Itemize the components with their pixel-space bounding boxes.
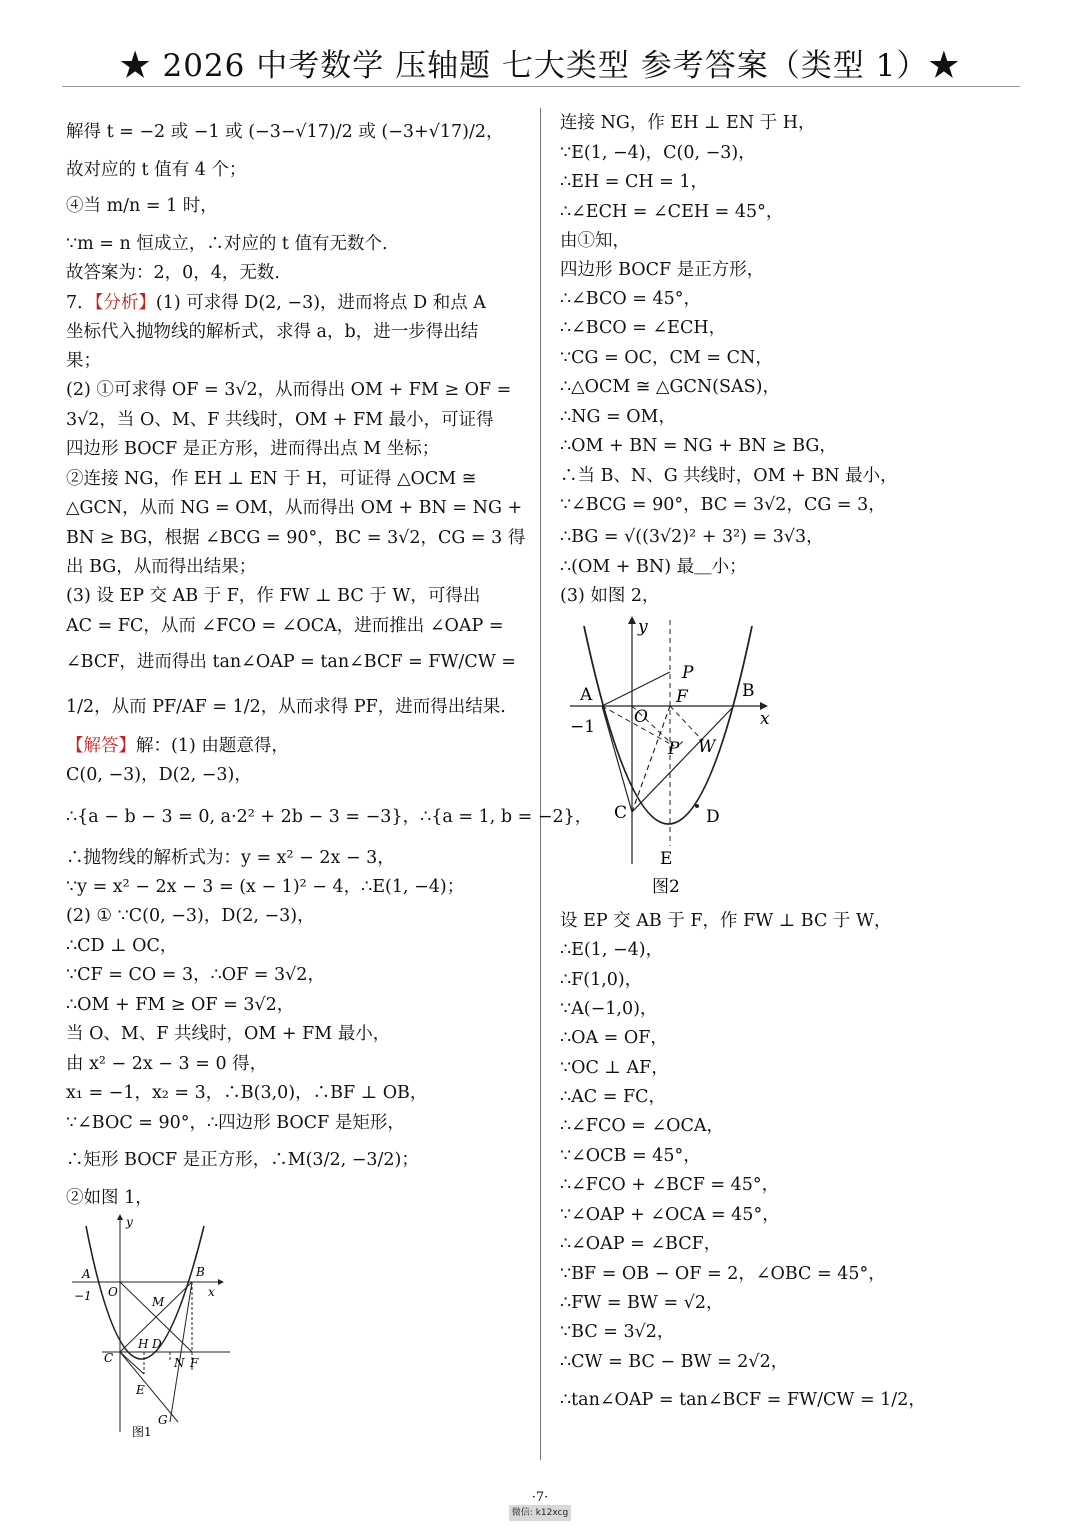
text-line: (1) 可求得 D(2, −3)，进而将点 D 和点 A <box>155 293 486 313</box>
text-line: ∴∠BCO = ∠ECH， <box>560 318 727 338</box>
text-line: 1/2，从而 PF/AF = 1/2，从而求得 PF，进而得出结果. <box>66 697 506 717</box>
text-line: (3) 如图 2， <box>560 586 660 606</box>
page-number: ·7· <box>531 1490 549 1505</box>
text-line: AC = FC，从而 ∠FCO = ∠OCA，进而推出 ∠OAP = <box>66 616 504 636</box>
page-title: ★ 2026 中考数学 压轴题 七大类型 参考答案（类型 1）★ <box>119 48 961 84</box>
fig1-label-E: E <box>136 1383 145 1397</box>
fig1-label-N: N <box>174 1356 185 1370</box>
fig2-label-F: F <box>676 687 688 707</box>
text-line: ∴∠BCO = 45°， <box>560 289 702 309</box>
text-line: △GCN，从而 NG = OM，从而得出 OM + BN = NG + <box>66 498 523 518</box>
fig2-label-B: B <box>742 681 755 701</box>
fig1-caption: 图1 <box>132 1425 152 1439</box>
text-line: ∵E(1, −4)，C(0, −3)， <box>560 143 756 163</box>
text-line: ∵CG = OC，CM = CN， <box>560 348 773 368</box>
watermark: 微信: k12xcg <box>509 1505 571 1521</box>
text-line: ∵∠OCB = 45°， <box>560 1146 701 1166</box>
text-line: ∴EH = CH = 1， <box>560 172 709 192</box>
text-line: 当 O、M、F 共线时，OM + FM 最小， <box>66 1024 391 1044</box>
text-line: ∴F(1,0)， <box>560 970 643 990</box>
analysis-tag: 【分析】 <box>94 293 156 313</box>
text-line: ∴CW = BC − BW = 2√2， <box>560 1352 789 1372</box>
text-line: 由①知， <box>560 231 630 251</box>
fig1-label-C: C <box>104 1351 114 1365</box>
text-line: ∵∠OAP + ∠OCA = 45°， <box>560 1205 780 1225</box>
text-line: ∴E(1, −4)， <box>560 940 664 960</box>
fig1-label-B: B <box>196 1265 205 1279</box>
text-line: ∴AC = FC， <box>560 1087 666 1107</box>
text-line: ∴∠FCO + ∠BCF = 45°， <box>560 1175 780 1195</box>
text-line: x₁ = −1，x₂ = 3，∴B(3,0)，∴BF ⊥ OB， <box>66 1083 428 1103</box>
fig1-label-neg1: −1 <box>74 1289 92 1303</box>
text-line: 四边形 BOCF 是正方形， <box>560 260 765 280</box>
text-line: ∵BF = OB − OF = 2，∠OBC = 45°， <box>560 1264 886 1284</box>
text-line: ∴tan∠OAP = tan∠BCF = FW/CW = 1/2， <box>560 1390 926 1410</box>
text-line: ∵OC ⊥ AF， <box>560 1058 669 1078</box>
text-line: ∵y = x² − 2x − 3 = (x − 1)² − 4，∴E(1, −4)； <box>66 877 465 897</box>
text-line: ②连接 NG，作 EH ⊥ EN 于 H，可证得 △OCM ≅ <box>66 469 477 489</box>
fig1-label-G: G <box>158 1413 168 1427</box>
figure-2 <box>562 612 782 902</box>
fig2-label-A: A <box>580 685 593 705</box>
text-line: 由 x² − 2x − 3 = 0 得， <box>66 1054 268 1074</box>
text-line: 3√2，当 O、M、F 共线时，OM + FM 最小，可证得 <box>66 410 494 430</box>
text-line: ∴抛物线的解析式为：y = x² − 2x − 3， <box>66 848 395 868</box>
text-line: ∴(OM + BN) 最＿小； <box>560 557 747 577</box>
fig2-label-D: D <box>706 807 720 827</box>
answer-line <box>66 736 289 756</box>
text-line: 坐标代入抛物线的解析式，求得 a，b，进一步得出结 <box>66 322 479 342</box>
figure-1 <box>66 1212 246 1442</box>
text-line: ∵m = n 恒成立，∴对应的 t 值有无数个. <box>66 234 388 254</box>
text-line: 故对应的 t 值有 4 个； <box>66 160 247 180</box>
text-line: ∴∠ECH = ∠CEH = 45°， <box>560 202 784 222</box>
fig2-label-x: x <box>760 709 770 729</box>
text-line: 出 BG，从而得出结果； <box>66 557 257 577</box>
fig1-label-H: H <box>138 1337 149 1351</box>
fig1-label-y: y <box>126 1215 133 1229</box>
text-line: ∵BC = 3√2， <box>560 1322 675 1342</box>
text-line: 四边形 BOCF 是正方形，进而得出点 M 坐标； <box>66 439 440 459</box>
text-line: ∵∠BCG = 90°，BC = 3√2，CG = 3， <box>560 495 886 515</box>
fig2-label-E: E <box>660 849 673 869</box>
text-line: ∴OA = OF， <box>560 1028 668 1048</box>
text-line: ∴∠OAP = ∠BCF， <box>560 1234 722 1254</box>
text-line: ∠BCF，进而得出 tan∠OAP = tan∠BCF = FW/CW = <box>66 652 516 672</box>
fig2-label-Pp: P′ <box>668 739 684 759</box>
text-line: ④当 m/n = 1 时， <box>66 196 218 216</box>
text-line: (2) ①可求得 OF = 3√2，从而得出 OM + FM ≥ OF = <box>66 380 512 400</box>
fig1-label-D: D <box>152 1337 162 1351</box>
text-line: ∵A(−1,0)， <box>560 999 658 1019</box>
text-line: (2) ① ∵C(0, −3)，D(2, −3)， <box>66 906 315 926</box>
text-line: ∴矩形 BOCF 是正方形，∴M(3/2, −3/2)； <box>66 1150 419 1170</box>
text-line: 解：(1) 由题意得， <box>136 736 289 756</box>
fig1-label-O: O <box>108 1285 118 1299</box>
text-line: ∴∠FCO = ∠OCA， <box>560 1116 725 1136</box>
text-line: ∵∠BOC = 90°，∴四边形 BOCF 是矩形， <box>66 1113 405 1133</box>
text-line: 解得 t = −2 或 −1 或 (−3−√17)/2 或 (−3+√17)/2， <box>66 122 504 142</box>
text-line: ∴{a − b − 3 = 0, a·2² + 2b − 3 = −3}，∴{a = 1, b = −2}， <box>66 807 593 827</box>
text-line: ∴OM + FM ≥ OF = 3√2， <box>66 995 295 1015</box>
text-line: ②如图 1， <box>66 1188 153 1208</box>
text-line: (3) 设 EP 交 AB 于 F，作 FW ⊥ BC 于 W，可得出 <box>66 586 481 606</box>
text-line: BN ≥ BG，根据 ∠BCG = 90°，BC = 3√2，CG = 3 得 <box>66 528 526 548</box>
fig2-label-P: P <box>682 663 694 683</box>
text-line: ∴BG = √((3√2)² + 3²) = 3√3， <box>560 527 824 547</box>
text-line: ∴CD ⊥ OC， <box>66 936 178 956</box>
text-line: ∵CF = CO = 3，∴OF = 3√2， <box>66 965 325 985</box>
text-line: ∴FW = BW = √2， <box>560 1293 724 1313</box>
fig2-label-C: C <box>614 803 628 823</box>
question-line <box>66 293 486 313</box>
fig1-label-M: M <box>152 1295 165 1309</box>
answer-tag: 【解答】 <box>66 736 136 756</box>
fig1-label-x: x <box>208 1285 215 1299</box>
fig2-caption: 图2 <box>652 877 680 897</box>
text-line: ∴OM + BN = NG + BN ≥ BG， <box>560 436 837 456</box>
fig1-label-F: F <box>190 1356 199 1370</box>
column-divider <box>540 108 541 1460</box>
question-number: 7． <box>66 293 95 313</box>
fig2-label-y: y <box>638 617 648 637</box>
text-line: 果； <box>66 351 101 371</box>
header-rule <box>62 86 1020 87</box>
fig2-label-O: O <box>634 707 648 727</box>
text-line: 设 EP 交 AB 于 F，作 FW ⊥ BC 于 W， <box>560 911 892 931</box>
text-line: 连接 NG，作 EH ⊥ EN 于 H， <box>560 113 816 133</box>
text-line: ∴当 B、N、G 共线时，OM + BN 最小， <box>560 466 898 486</box>
text-line: 故答案为：2，0，4，无数. <box>66 263 280 283</box>
fig2-label-neg1: −1 <box>570 717 596 737</box>
text-line: C(0, −3)，D(2, −3)， <box>66 765 252 785</box>
fig2-label-W: W <box>698 737 716 757</box>
fig1-label-A: A <box>82 1267 91 1281</box>
text-line: ∴NG = OM， <box>560 407 676 427</box>
text-line: ∴△OCM ≅ △GCN(SAS)， <box>560 377 780 397</box>
